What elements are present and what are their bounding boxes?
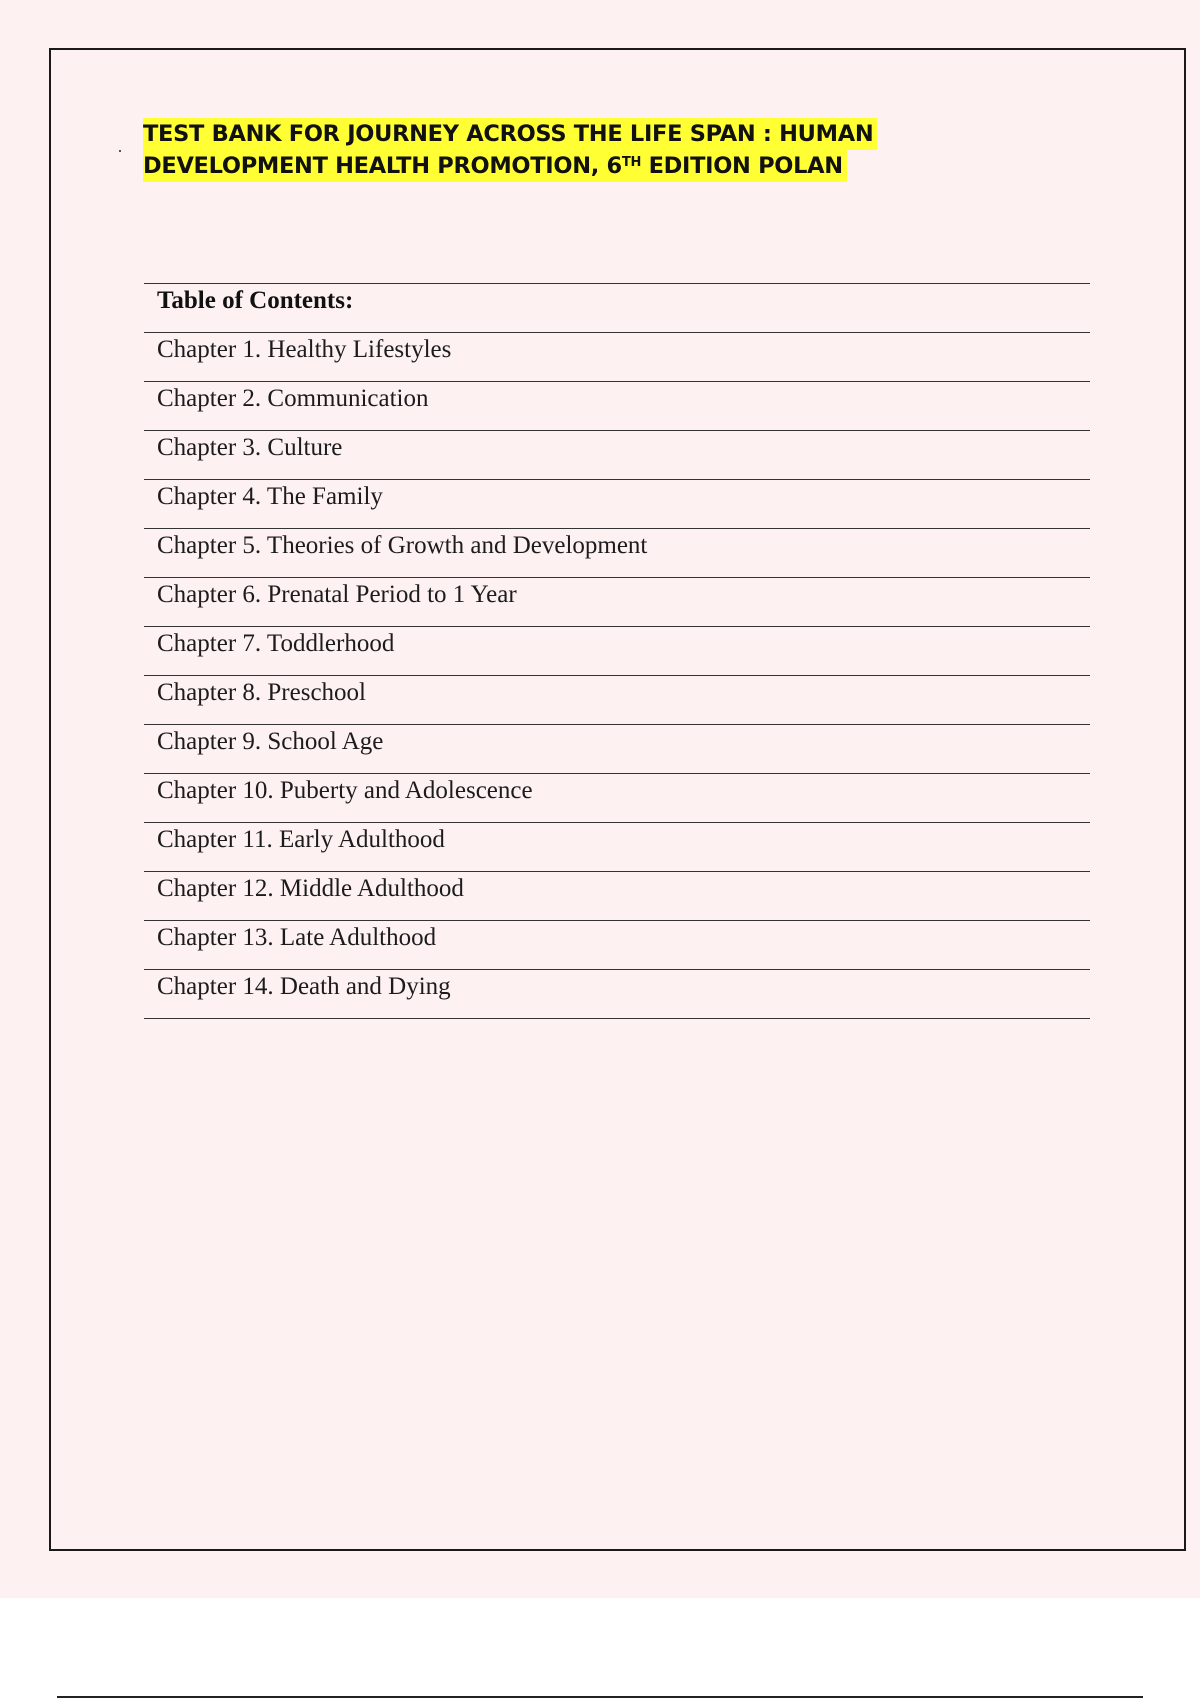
toc-cell (144, 627, 1090, 676)
toc-heading-cell (144, 284, 1090, 333)
stray-mark (119, 150, 121, 152)
toc-row (144, 823, 1090, 872)
toc-row (144, 774, 1090, 823)
toc-chapter-2: Chapter 2. Communication (157, 385, 429, 412)
toc-cell (144, 676, 1090, 725)
toc-chapter-4: Chapter 4. The Family (157, 483, 383, 510)
toc-chapter-3: Chapter 3. Culture (157, 434, 343, 461)
toc-chapter-14: Chapter 14. Death and Dying (157, 973, 451, 1000)
toc-chapter-6: Chapter 6. Prenatal Period to 1 Year (157, 581, 517, 608)
toc-chapter-9: Chapter 9. School Age (157, 728, 384, 755)
toc-cell (144, 480, 1090, 529)
toc-row (144, 872, 1090, 921)
toc-chapter-8: Chapter 8. Preschool (157, 679, 366, 706)
toc-cell (144, 382, 1090, 431)
title-line-2 (143, 150, 847, 182)
toc-row (144, 921, 1090, 970)
toc-cell (144, 921, 1090, 970)
toc-cell (144, 431, 1090, 480)
title-line-2-end: EDITION POLAN (641, 153, 843, 179)
toc-chapter-13: Chapter 13. Late Adulthood (157, 924, 437, 951)
title-line-2-start: DEVELOPMENT HEALTH PROMOTION, 6 (143, 153, 622, 179)
toc-cell (144, 823, 1090, 872)
toc-chapter-1: Chapter 1. Healthy Lifestyles (157, 336, 452, 363)
document-title (143, 118, 1003, 182)
toc-chapter-12: Chapter 12. Middle Adulthood (157, 875, 464, 902)
toc-cell (144, 529, 1090, 578)
title-line-1: TEST BANK FOR JOURNEY ACROSS THE LIFE SPAN : HUMAN (143, 118, 877, 150)
toc-cell (144, 774, 1090, 823)
toc-chapter-7: Chapter 7. Toddlerhood (157, 630, 395, 657)
toc-cell (144, 333, 1090, 382)
title-superscript: TH (621, 155, 642, 170)
toc-row (144, 725, 1090, 774)
toc-row (144, 676, 1090, 725)
toc-row (144, 970, 1090, 1019)
toc-row (144, 333, 1090, 382)
toc-chapter-10: Chapter 10. Puberty and Adolescence (157, 777, 533, 804)
toc-heading: Table of Contents: (157, 287, 354, 314)
toc-row (144, 431, 1090, 480)
toc-cell (144, 725, 1090, 774)
toc-cell (144, 578, 1090, 627)
toc-row (144, 382, 1090, 431)
table-of-contents (144, 283, 1090, 1019)
toc-heading-row (144, 284, 1090, 333)
toc-row (144, 627, 1090, 676)
toc-cell (144, 872, 1090, 921)
toc-chapter-11: Chapter 11. Early Adulthood (157, 826, 445, 853)
toc-row (144, 529, 1090, 578)
toc-cell (144, 970, 1090, 1019)
toc-chapter-5: Chapter 5. Theories of Growth and Development (157, 532, 648, 559)
toc-row (144, 578, 1090, 627)
toc-row (144, 480, 1090, 529)
bottom-divider (57, 1696, 1143, 1698)
